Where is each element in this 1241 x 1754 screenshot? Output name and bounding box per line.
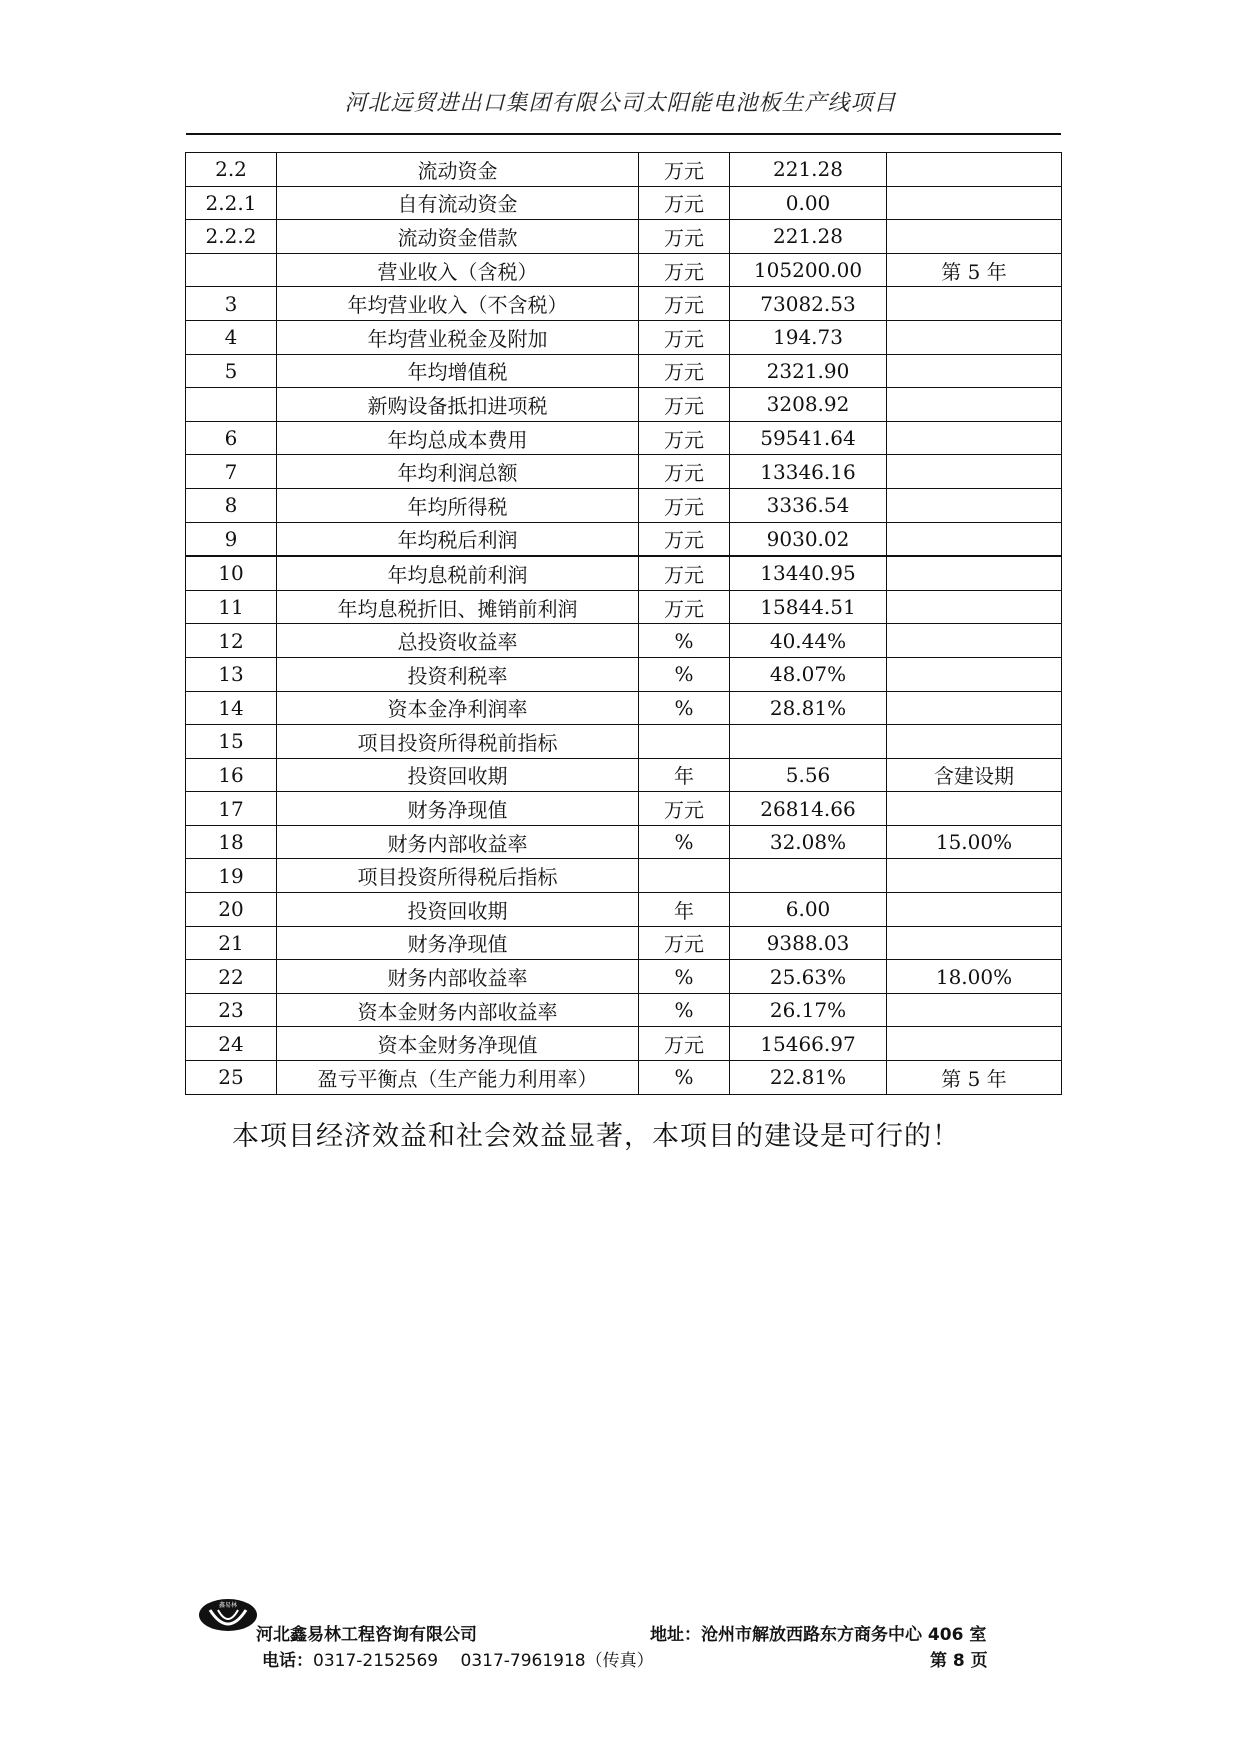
remark-cell: 18.00% <box>887 960 1062 994</box>
row-number-cell: 10 <box>186 556 277 590</box>
table-row <box>186 691 1062 725</box>
table-row <box>186 320 1062 354</box>
value-cell <box>730 859 887 893</box>
unit-cell: 万元 <box>639 253 730 287</box>
table-row <box>186 153 1062 187</box>
indicator-name-cell: 盈亏平衡点（生产能力利用率） <box>277 1061 639 1095</box>
unit-cell: 万元 <box>639 488 730 522</box>
row-number-cell: 4 <box>186 320 277 354</box>
indicator-name-cell: 资本金财务净现值 <box>277 1027 639 1061</box>
footer-address: 地址：沧州市解放西路东方商务中心 406 室 <box>650 1625 987 1645</box>
table-row <box>186 556 1062 590</box>
remark-cell: 第 5 年 <box>887 253 1062 287</box>
table-row <box>186 590 1062 624</box>
remark-cell <box>887 220 1062 254</box>
indicator-name-cell: 年均营业税金及附加 <box>277 320 639 354</box>
table-row <box>186 725 1062 759</box>
indicator-name-cell: 年均息税折旧、摊销前利润 <box>277 590 639 624</box>
value-cell: 32.08% <box>730 825 887 859</box>
value-cell: 9388.03 <box>730 926 887 960</box>
unit-cell: 万元 <box>639 455 730 489</box>
indicator-name-cell: 投资回收期 <box>277 893 639 927</box>
remark-cell <box>887 792 1062 826</box>
indicator-name-cell: 新购设备抵扣进项税 <box>277 388 639 422</box>
indicator-name-cell: 年均总成本费用 <box>277 421 639 455</box>
table-row <box>186 926 1062 960</box>
row-number-cell: 18 <box>186 825 277 859</box>
row-number-cell: 11 <box>186 590 277 624</box>
indicator-name-cell: 年均所得税 <box>277 488 639 522</box>
remark-cell <box>887 320 1062 354</box>
remark-cell <box>887 725 1062 759</box>
unit-cell <box>639 859 730 893</box>
indicator-name-cell: 投资利税率 <box>277 657 639 691</box>
row-number-cell: 2.2.2 <box>186 220 277 254</box>
table-row <box>186 657 1062 691</box>
remark-cell <box>887 590 1062 624</box>
remark-cell <box>887 859 1062 893</box>
unit-cell: 万元 <box>639 287 730 321</box>
row-number-cell: 8 <box>186 488 277 522</box>
table-row <box>186 1027 1062 1061</box>
remark-cell <box>887 488 1062 522</box>
table-row <box>186 287 1062 321</box>
value-cell: 22.81% <box>730 1061 887 1095</box>
remark-cell <box>887 624 1062 658</box>
indicator-name-cell: 年均税后利润 <box>277 522 639 556</box>
row-number-cell: 2.2.1 <box>186 186 277 220</box>
table-row <box>186 253 1062 287</box>
header-divider <box>186 133 1061 135</box>
row-number-cell: 5 <box>186 354 277 388</box>
value-cell: 40.44% <box>730 624 887 658</box>
value-cell: 28.81% <box>730 691 887 725</box>
table-row <box>186 758 1062 792</box>
unit-cell: % <box>639 1061 730 1095</box>
unit-cell: 万元 <box>639 522 730 556</box>
value-cell: 59541.64 <box>730 421 887 455</box>
remark-cell <box>887 421 1062 455</box>
value-cell: 15844.51 <box>730 590 887 624</box>
indicator-name-cell: 自有流动资金 <box>277 186 639 220</box>
value-cell: 3208.92 <box>730 388 887 422</box>
row-number-cell: 21 <box>186 926 277 960</box>
indicator-name-cell: 流动资金 <box>277 153 639 187</box>
indicator-name-cell: 项目投资所得税后指标 <box>277 859 639 893</box>
remark-cell <box>887 354 1062 388</box>
unit-cell: % <box>639 657 730 691</box>
remark-cell <box>887 1027 1062 1061</box>
conclusion-text: 本项目经济效益和社会效益显著，本项目的建设是可行的！ <box>232 1121 960 1152</box>
value-cell: 6.00 <box>730 893 887 927</box>
unit-cell: 年 <box>639 758 730 792</box>
value-cell: 9030.02 <box>730 522 887 556</box>
remark-cell <box>887 556 1062 590</box>
value-cell: 25.63% <box>730 960 887 994</box>
indicator-name-cell: 财务内部收益率 <box>277 960 639 994</box>
unit-cell <box>639 725 730 759</box>
remark-cell <box>887 186 1062 220</box>
row-number-cell: 25 <box>186 1061 277 1095</box>
unit-cell: 万元 <box>639 421 730 455</box>
row-number-cell: 20 <box>186 893 277 927</box>
indicator-name-cell: 财务内部收益率 <box>277 825 639 859</box>
company-logo <box>198 1598 258 1632</box>
value-cell: 221.28 <box>730 220 887 254</box>
remark-cell <box>887 993 1062 1027</box>
row-number-cell: 19 <box>186 859 277 893</box>
indicator-name-cell: 财务净现值 <box>277 792 639 826</box>
table-row <box>186 792 1062 826</box>
remark-cell: 含建设期 <box>887 758 1062 792</box>
table-row <box>186 186 1062 220</box>
unit-cell: % <box>639 624 730 658</box>
value-cell: 26814.66 <box>730 792 887 826</box>
unit-cell: 万元 <box>639 388 730 422</box>
remark-cell <box>887 522 1062 556</box>
table-row <box>186 624 1062 658</box>
row-number-cell: 9 <box>186 522 277 556</box>
remark-cell <box>887 388 1062 422</box>
unit-cell: 万元 <box>639 220 730 254</box>
unit-cell: 万元 <box>639 792 730 826</box>
table-row <box>186 825 1062 859</box>
table-row <box>186 960 1062 994</box>
footer-page-number: 第 8 页 <box>930 1651 988 1671</box>
footer-phone-label: 电话： <box>262 1651 313 1671</box>
value-cell: 105200.00 <box>730 253 887 287</box>
value-cell: 2321.90 <box>730 354 887 388</box>
row-number-cell: 22 <box>186 960 277 994</box>
remark-cell <box>887 657 1062 691</box>
row-number-cell: 7 <box>186 455 277 489</box>
row-number-cell: 3 <box>186 287 277 321</box>
row-number-cell: 17 <box>186 792 277 826</box>
value-cell: 73082.53 <box>730 287 887 321</box>
remark-cell: 15.00% <box>887 825 1062 859</box>
row-number-cell: 15 <box>186 725 277 759</box>
value-cell: 5.56 <box>730 758 887 792</box>
value-cell: 13346.16 <box>730 455 887 489</box>
indicator-name-cell: 流动资金借款 <box>277 220 639 254</box>
row-number-cell: 12 <box>186 624 277 658</box>
table-row <box>186 893 1062 927</box>
value-cell: 26.17% <box>730 993 887 1027</box>
indicator-name-cell: 总投资收益率 <box>277 624 639 658</box>
unit-cell: % <box>639 825 730 859</box>
row-number-cell: 13 <box>186 657 277 691</box>
table-row <box>186 488 1062 522</box>
indicator-name-cell: 年均息税前利润 <box>277 556 639 590</box>
value-cell: 221.28 <box>730 153 887 187</box>
unit-cell: % <box>639 960 730 994</box>
table-row <box>186 421 1062 455</box>
remark-cell <box>887 455 1062 489</box>
unit-cell: 万元 <box>639 320 730 354</box>
table-row <box>186 220 1062 254</box>
unit-cell: 万元 <box>639 556 730 590</box>
unit-cell: 万元 <box>639 186 730 220</box>
unit-cell: 万元 <box>639 926 730 960</box>
unit-cell: 万元 <box>639 590 730 624</box>
table-row <box>186 859 1062 893</box>
row-number-cell: 23 <box>186 993 277 1027</box>
footer-company-name: 河北鑫易林工程咨询有限公司 <box>256 1625 477 1645</box>
row-number-cell: 14 <box>186 691 277 725</box>
footer-phone <box>262 1646 654 1671</box>
footer-phone-numbers: 0317-2152569 0317-7961918（传真） <box>313 1651 654 1671</box>
value-cell <box>730 725 887 759</box>
indicator-name-cell: 年均利润总额 <box>277 455 639 489</box>
unit-cell: 年 <box>639 893 730 927</box>
remark-cell <box>887 691 1062 725</box>
indicator-name-cell: 财务净现值 <box>277 926 639 960</box>
remark-cell <box>887 893 1062 927</box>
row-number-cell <box>186 388 277 422</box>
table-row <box>186 388 1062 422</box>
table-row <box>186 1061 1062 1095</box>
value-cell: 48.07% <box>730 657 887 691</box>
remark-cell <box>887 153 1062 187</box>
value-cell: 194.73 <box>730 320 887 354</box>
row-number-cell: 2.2 <box>186 153 277 187</box>
row-number-cell: 16 <box>186 758 277 792</box>
page-footer <box>0 1598 1241 1678</box>
page-header-title: 河北远贸进出口集团有限公司太阳能电池板生产线项目 <box>344 91 897 116</box>
row-number-cell: 6 <box>186 421 277 455</box>
unit-cell: % <box>639 691 730 725</box>
value-cell: 15466.97 <box>730 1027 887 1061</box>
indicator-table <box>185 152 1062 1095</box>
unit-cell: 万元 <box>639 1027 730 1061</box>
indicator-name-cell: 年均营业收入（不含税） <box>277 287 639 321</box>
row-number-cell: 24 <box>186 1027 277 1061</box>
value-cell: 3336.54 <box>730 488 887 522</box>
indicator-name-cell: 营业收入（含税） <box>277 253 639 287</box>
indicator-name-cell: 年均增值税 <box>277 354 639 388</box>
unit-cell: 万元 <box>639 153 730 187</box>
unit-cell: % <box>639 993 730 1027</box>
table-row <box>186 354 1062 388</box>
remark-cell <box>887 926 1062 960</box>
unit-cell: 万元 <box>639 354 730 388</box>
table-row <box>186 993 1062 1027</box>
indicator-name-cell: 投资回收期 <box>277 758 639 792</box>
table-row <box>186 522 1062 556</box>
indicator-name-cell: 资本金财务内部收益率 <box>277 993 639 1027</box>
value-cell: 0.00 <box>730 186 887 220</box>
svg-text:鑫易林: 鑫易林 <box>218 1602 238 1609</box>
row-number-cell <box>186 253 277 287</box>
indicator-name-cell: 项目投资所得税前指标 <box>277 725 639 759</box>
indicator-name-cell: 资本金净利润率 <box>277 691 639 725</box>
remark-cell: 第 5 年 <box>887 1061 1062 1095</box>
table-row <box>186 455 1062 489</box>
remark-cell <box>887 287 1062 321</box>
value-cell: 13440.95 <box>730 556 887 590</box>
